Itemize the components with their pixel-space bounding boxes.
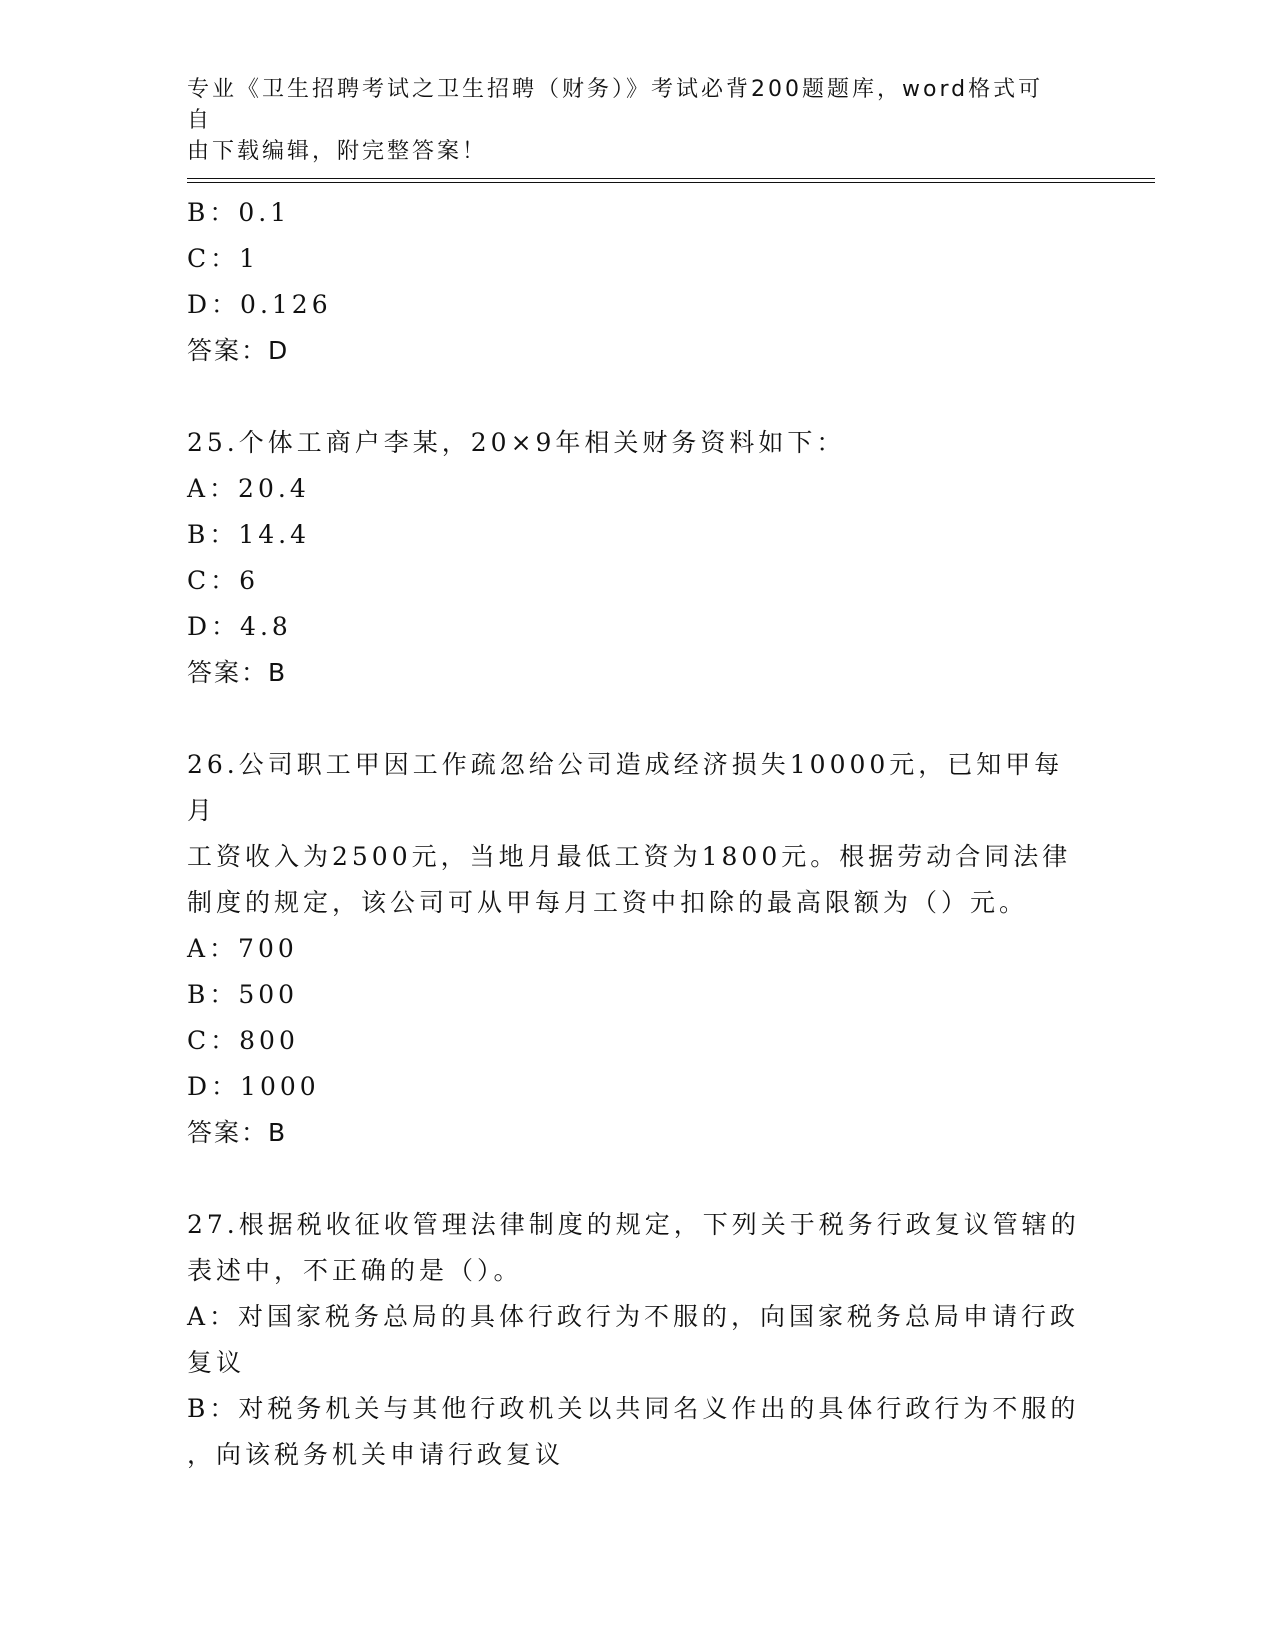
question-27	[187, 1202, 1082, 1478]
question-26	[187, 742, 1082, 1156]
option-a: A：700	[187, 934, 298, 963]
question-24-tail	[187, 190, 1082, 374]
question-stem-line: 26.公司职工甲因工作疏忽给公司造成经济损失10000元，已知甲每月	[187, 750, 1064, 825]
option-a-line: A：对国家税务总局的具体行政行为不服的，向国家税务总局申请行政	[187, 1302, 1080, 1331]
option-b: B：500	[187, 980, 299, 1009]
option-c: C：800	[187, 1026, 299, 1055]
question-stem: 25.个体工商户李某，20×9年相关财务资料如下：	[187, 428, 846, 457]
header-divider-top	[187, 178, 1155, 179]
option-d: D：0.126	[187, 290, 332, 319]
question-25	[187, 420, 1082, 696]
option-b: B：0.1	[187, 198, 291, 227]
answer-label: 答案：D	[187, 336, 290, 365]
answer-label: 答案：B	[187, 1118, 288, 1147]
option-c: C：6	[187, 566, 260, 595]
spacer	[187, 696, 1082, 742]
header-line-1: 专业《卫生招聘考试之卫生招聘（财务）》考试必背200题题库，word格式可自	[187, 77, 1044, 133]
spacer	[187, 1156, 1082, 1202]
question-content	[187, 190, 1082, 1478]
option-a: A：20.4	[187, 474, 310, 503]
header-line-2: 由下载编辑，附完整答案！	[187, 139, 488, 164]
question-stem-line: 表述中，不正确的是（）。	[187, 1256, 523, 1285]
spacer	[187, 374, 1082, 420]
answer-label: 答案：B	[187, 658, 288, 687]
option-d: D：4.8	[187, 612, 292, 641]
option-b-line: B：对税务机关与其他行政机关以共同名义作出的具体行政行为不服的	[187, 1394, 1080, 1423]
option-b: B：14.4	[187, 520, 311, 549]
header-divider-bottom	[187, 182, 1155, 183]
question-stem-line: 工资收入为2500元，当地月最低工资为1800元。根据劳动合同法律	[187, 842, 1072, 871]
page-header	[187, 74, 1067, 167]
option-c: C：1	[187, 244, 260, 273]
option-b-line: ，向该税务机关申请行政复议	[187, 1440, 565, 1469]
question-stem-line: 制度的规定，该公司可从甲每月工资中扣除的最高限额为（）元。	[187, 888, 1029, 917]
option-a-line: 复议	[187, 1348, 246, 1377]
option-d: D：1000	[187, 1072, 320, 1101]
question-stem-line: 27.根据税收征收管理法律制度的规定，下列关于税务行政复议管辖的	[187, 1210, 1080, 1239]
